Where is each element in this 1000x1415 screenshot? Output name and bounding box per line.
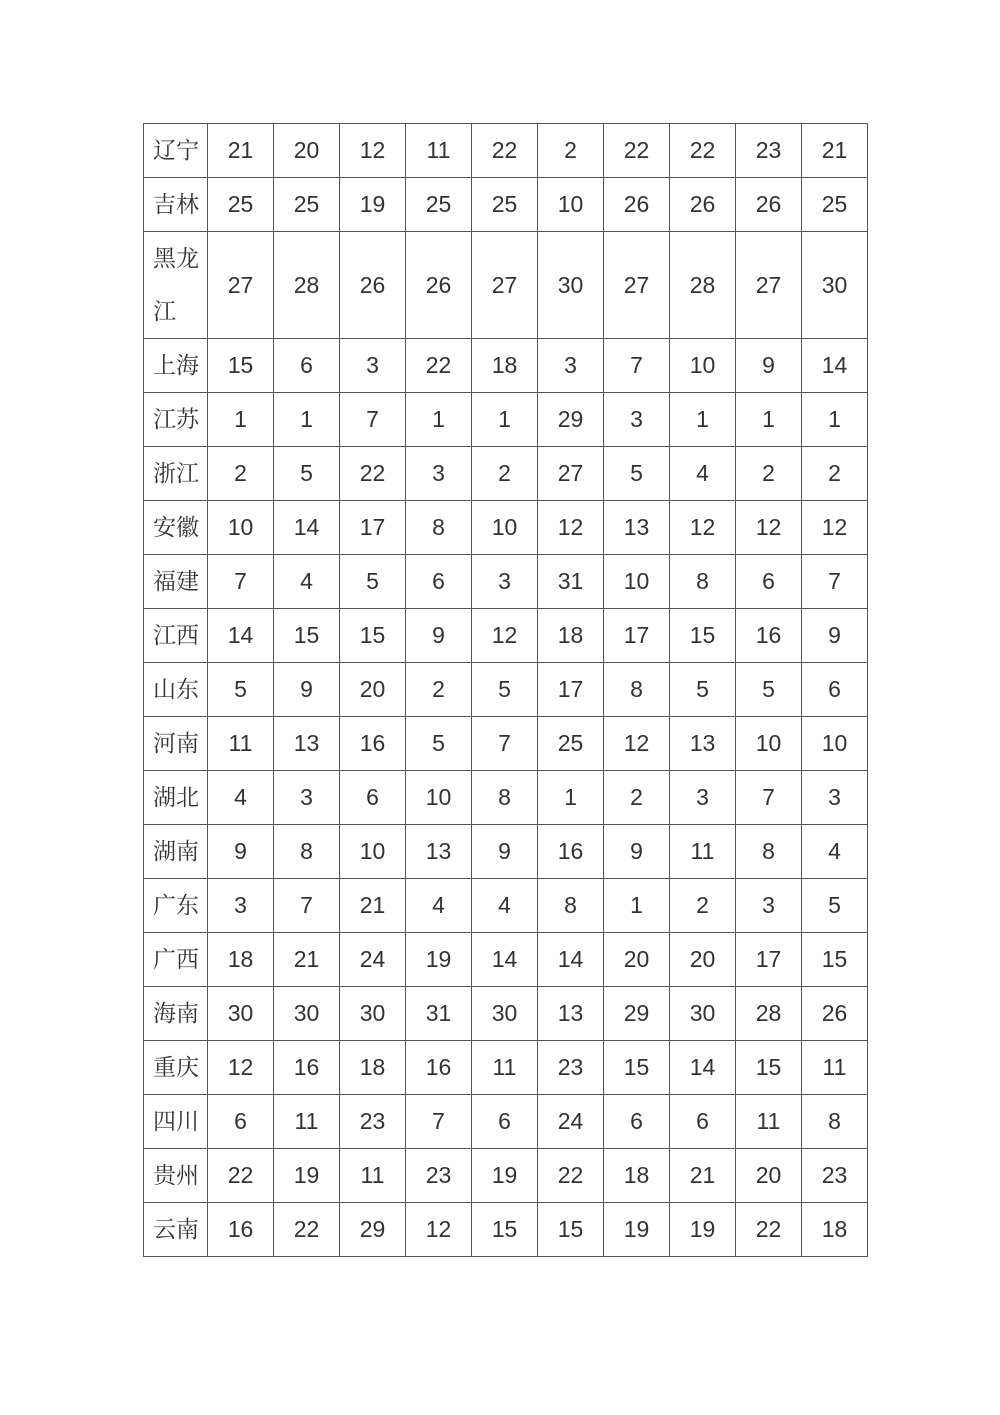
value-cell: 10 <box>670 339 736 393</box>
value-cell: 30 <box>802 232 868 339</box>
value-cell: 30 <box>538 232 604 339</box>
value-cell: 12 <box>604 717 670 771</box>
value-cell: 15 <box>604 1041 670 1095</box>
value-cell: 5 <box>604 447 670 501</box>
province-rank-table <box>143 123 868 1257</box>
value-cell: 13 <box>604 501 670 555</box>
value-cell: 7 <box>340 393 406 447</box>
province-cell: 山东 <box>144 663 208 717</box>
value-cell: 6 <box>472 1095 538 1149</box>
value-cell: 19 <box>274 1149 340 1203</box>
value-cell: 21 <box>340 879 406 933</box>
value-cell: 4 <box>670 447 736 501</box>
value-cell: 18 <box>472 339 538 393</box>
value-cell: 8 <box>406 501 472 555</box>
value-cell: 23 <box>406 1149 472 1203</box>
value-cell: 5 <box>340 555 406 609</box>
value-cell: 31 <box>538 555 604 609</box>
province-cell: 贵州 <box>144 1149 208 1203</box>
value-cell: 26 <box>736 178 802 232</box>
value-cell: 15 <box>208 339 274 393</box>
value-cell: 7 <box>736 771 802 825</box>
value-cell: 16 <box>736 609 802 663</box>
province-cell: 重庆 <box>144 1041 208 1095</box>
value-cell: 7 <box>802 555 868 609</box>
value-cell: 14 <box>472 933 538 987</box>
table-row <box>144 717 868 771</box>
value-cell: 20 <box>670 933 736 987</box>
value-cell: 4 <box>406 879 472 933</box>
value-cell: 11 <box>472 1041 538 1095</box>
value-cell: 14 <box>274 501 340 555</box>
value-cell: 21 <box>208 124 274 178</box>
value-cell: 13 <box>274 717 340 771</box>
value-cell: 6 <box>604 1095 670 1149</box>
table-row <box>144 771 868 825</box>
value-cell: 15 <box>340 609 406 663</box>
value-cell: 11 <box>274 1095 340 1149</box>
value-cell: 25 <box>802 178 868 232</box>
value-cell: 29 <box>604 987 670 1041</box>
value-cell: 7 <box>406 1095 472 1149</box>
value-cell: 12 <box>208 1041 274 1095</box>
value-cell: 18 <box>538 609 604 663</box>
value-cell: 8 <box>670 555 736 609</box>
table-row <box>144 178 868 232</box>
value-cell: 10 <box>802 717 868 771</box>
value-cell: 9 <box>802 609 868 663</box>
value-cell: 11 <box>802 1041 868 1095</box>
value-cell: 2 <box>208 447 274 501</box>
table-row <box>144 393 868 447</box>
value-cell: 10 <box>538 178 604 232</box>
value-cell: 4 <box>274 555 340 609</box>
value-cell: 1 <box>406 393 472 447</box>
value-cell: 11 <box>406 124 472 178</box>
table-row <box>144 987 868 1041</box>
value-cell: 22 <box>604 124 670 178</box>
value-cell: 26 <box>670 178 736 232</box>
value-cell: 1 <box>274 393 340 447</box>
value-cell: 2 <box>736 447 802 501</box>
table-row <box>144 1149 868 1203</box>
province-cell: 吉林 <box>144 178 208 232</box>
value-cell: 23 <box>340 1095 406 1149</box>
value-cell: 8 <box>604 663 670 717</box>
value-cell: 22 <box>406 339 472 393</box>
value-cell: 30 <box>670 987 736 1041</box>
value-cell: 22 <box>538 1149 604 1203</box>
value-cell: 10 <box>406 771 472 825</box>
value-cell: 8 <box>472 771 538 825</box>
value-cell: 16 <box>340 717 406 771</box>
value-cell: 30 <box>340 987 406 1041</box>
value-cell: 7 <box>604 339 670 393</box>
value-cell: 12 <box>736 501 802 555</box>
value-cell: 5 <box>670 663 736 717</box>
value-cell: 13 <box>406 825 472 879</box>
value-cell: 6 <box>274 339 340 393</box>
value-cell: 2 <box>472 447 538 501</box>
value-cell: 10 <box>472 501 538 555</box>
value-cell: 7 <box>208 555 274 609</box>
value-cell: 16 <box>274 1041 340 1095</box>
value-cell: 16 <box>208 1203 274 1257</box>
value-cell: 26 <box>802 987 868 1041</box>
value-cell: 17 <box>538 663 604 717</box>
value-cell: 3 <box>208 879 274 933</box>
value-cell: 2 <box>538 124 604 178</box>
value-cell: 28 <box>274 232 340 339</box>
table-row <box>144 609 868 663</box>
table-row <box>144 1203 868 1257</box>
value-cell: 26 <box>406 232 472 339</box>
value-cell: 8 <box>736 825 802 879</box>
value-cell: 15 <box>736 1041 802 1095</box>
value-cell: 9 <box>208 825 274 879</box>
value-cell: 19 <box>604 1203 670 1257</box>
value-cell: 12 <box>472 609 538 663</box>
value-cell: 15 <box>670 609 736 663</box>
value-cell: 30 <box>274 987 340 1041</box>
value-cell: 29 <box>340 1203 406 1257</box>
value-cell: 26 <box>340 232 406 339</box>
table-row <box>144 232 868 339</box>
value-cell: 25 <box>538 717 604 771</box>
value-cell: 22 <box>736 1203 802 1257</box>
value-cell: 5 <box>406 717 472 771</box>
value-cell: 3 <box>472 555 538 609</box>
value-cell: 9 <box>472 825 538 879</box>
province-cell: 浙江 <box>144 447 208 501</box>
value-cell: 3 <box>736 879 802 933</box>
value-cell: 25 <box>274 178 340 232</box>
value-cell: 23 <box>736 124 802 178</box>
value-cell: 3 <box>406 447 472 501</box>
value-cell: 31 <box>406 987 472 1041</box>
table-row <box>144 555 868 609</box>
value-cell: 1 <box>538 771 604 825</box>
table-row <box>144 339 868 393</box>
province-cell: 河南 <box>144 717 208 771</box>
value-cell: 2 <box>802 447 868 501</box>
value-cell: 28 <box>736 987 802 1041</box>
value-cell: 4 <box>802 825 868 879</box>
value-cell: 7 <box>274 879 340 933</box>
value-cell: 3 <box>604 393 670 447</box>
province-cell: 海南 <box>144 987 208 1041</box>
table-row <box>144 879 868 933</box>
value-cell: 3 <box>670 771 736 825</box>
value-cell: 11 <box>208 717 274 771</box>
value-cell: 9 <box>406 609 472 663</box>
value-cell: 26 <box>604 178 670 232</box>
value-cell: 10 <box>604 555 670 609</box>
value-cell: 21 <box>274 933 340 987</box>
value-cell: 20 <box>604 933 670 987</box>
value-cell: 9 <box>736 339 802 393</box>
value-cell: 16 <box>406 1041 472 1095</box>
value-cell: 25 <box>472 178 538 232</box>
value-cell: 1 <box>736 393 802 447</box>
value-cell: 10 <box>736 717 802 771</box>
value-cell: 18 <box>208 933 274 987</box>
value-cell: 27 <box>208 232 274 339</box>
value-cell: 15 <box>274 609 340 663</box>
value-cell: 11 <box>670 825 736 879</box>
table-row <box>144 124 868 178</box>
province-cell: 江西 <box>144 609 208 663</box>
table-row <box>144 663 868 717</box>
value-cell: 17 <box>604 609 670 663</box>
value-cell: 5 <box>472 663 538 717</box>
table-row <box>144 825 868 879</box>
value-cell: 12 <box>340 124 406 178</box>
value-cell: 3 <box>340 339 406 393</box>
table-row <box>144 501 868 555</box>
value-cell: 25 <box>406 178 472 232</box>
value-cell: 21 <box>802 124 868 178</box>
value-cell: 8 <box>802 1095 868 1149</box>
table-row <box>144 933 868 987</box>
value-cell: 6 <box>802 663 868 717</box>
province-cell: 湖北 <box>144 771 208 825</box>
value-cell: 4 <box>208 771 274 825</box>
value-cell: 22 <box>670 124 736 178</box>
table-row <box>144 447 868 501</box>
value-cell: 11 <box>736 1095 802 1149</box>
value-cell: 20 <box>274 124 340 178</box>
value-cell: 14 <box>208 609 274 663</box>
value-cell: 19 <box>340 178 406 232</box>
value-cell: 18 <box>604 1149 670 1203</box>
province-cell: 广东 <box>144 879 208 933</box>
province-cell: 四川 <box>144 1095 208 1149</box>
province-cell: 辽宁 <box>144 124 208 178</box>
province-cell: 江苏 <box>144 393 208 447</box>
value-cell: 2 <box>670 879 736 933</box>
value-cell: 7 <box>472 717 538 771</box>
province-cell: 上海 <box>144 339 208 393</box>
value-cell: 24 <box>340 933 406 987</box>
value-cell: 18 <box>802 1203 868 1257</box>
value-cell: 1 <box>802 393 868 447</box>
value-cell: 5 <box>802 879 868 933</box>
value-cell: 30 <box>472 987 538 1041</box>
value-cell: 9 <box>274 663 340 717</box>
value-cell: 13 <box>670 717 736 771</box>
value-cell: 22 <box>274 1203 340 1257</box>
value-cell: 15 <box>538 1203 604 1257</box>
value-cell: 23 <box>802 1149 868 1203</box>
value-cell: 2 <box>604 771 670 825</box>
value-cell: 11 <box>340 1149 406 1203</box>
value-cell: 1 <box>472 393 538 447</box>
value-cell: 19 <box>670 1203 736 1257</box>
value-cell: 5 <box>208 663 274 717</box>
value-cell: 1 <box>208 393 274 447</box>
value-cell: 20 <box>736 1149 802 1203</box>
value-cell: 27 <box>472 232 538 339</box>
value-cell: 24 <box>538 1095 604 1149</box>
value-cell: 15 <box>472 1203 538 1257</box>
value-cell: 3 <box>538 339 604 393</box>
value-cell: 22 <box>472 124 538 178</box>
value-cell: 12 <box>802 501 868 555</box>
value-cell: 9 <box>604 825 670 879</box>
value-cell: 23 <box>538 1041 604 1095</box>
value-cell: 12 <box>670 501 736 555</box>
value-cell: 2 <box>406 663 472 717</box>
value-cell: 19 <box>406 933 472 987</box>
value-cell: 27 <box>604 232 670 339</box>
value-cell: 6 <box>736 555 802 609</box>
value-cell: 8 <box>274 825 340 879</box>
value-cell: 17 <box>340 501 406 555</box>
value-cell: 27 <box>538 447 604 501</box>
value-cell: 17 <box>736 933 802 987</box>
value-cell: 10 <box>340 825 406 879</box>
value-cell: 27 <box>736 232 802 339</box>
province-cell: 安徽 <box>144 501 208 555</box>
value-cell: 5 <box>274 447 340 501</box>
value-cell: 29 <box>538 393 604 447</box>
value-cell: 6 <box>406 555 472 609</box>
value-cell: 28 <box>670 232 736 339</box>
value-cell: 25 <box>208 178 274 232</box>
value-cell: 6 <box>670 1095 736 1149</box>
province-cell: 广西 <box>144 933 208 987</box>
value-cell: 14 <box>538 933 604 987</box>
value-cell: 4 <box>472 879 538 933</box>
table-row <box>144 1095 868 1149</box>
value-cell: 3 <box>274 771 340 825</box>
value-cell: 30 <box>208 987 274 1041</box>
value-cell: 12 <box>538 501 604 555</box>
value-cell: 1 <box>670 393 736 447</box>
value-cell: 8 <box>538 879 604 933</box>
province-cell: 黑龙江 <box>144 232 208 339</box>
table-row <box>144 1041 868 1095</box>
province-cell: 福建 <box>144 555 208 609</box>
value-cell: 18 <box>340 1041 406 1095</box>
value-cell: 12 <box>406 1203 472 1257</box>
value-cell: 5 <box>736 663 802 717</box>
value-cell: 3 <box>802 771 868 825</box>
value-cell: 6 <box>340 771 406 825</box>
value-cell: 21 <box>670 1149 736 1203</box>
province-cell: 湖南 <box>144 825 208 879</box>
value-cell: 15 <box>802 933 868 987</box>
value-cell: 1 <box>604 879 670 933</box>
value-cell: 14 <box>670 1041 736 1095</box>
value-cell: 13 <box>538 987 604 1041</box>
value-cell: 6 <box>208 1095 274 1149</box>
province-cell: 云南 <box>144 1203 208 1257</box>
value-cell: 10 <box>208 501 274 555</box>
value-cell: 14 <box>802 339 868 393</box>
value-cell: 19 <box>472 1149 538 1203</box>
value-cell: 16 <box>538 825 604 879</box>
table-body <box>144 124 868 1257</box>
value-cell: 20 <box>340 663 406 717</box>
value-cell: 22 <box>208 1149 274 1203</box>
value-cell: 22 <box>340 447 406 501</box>
